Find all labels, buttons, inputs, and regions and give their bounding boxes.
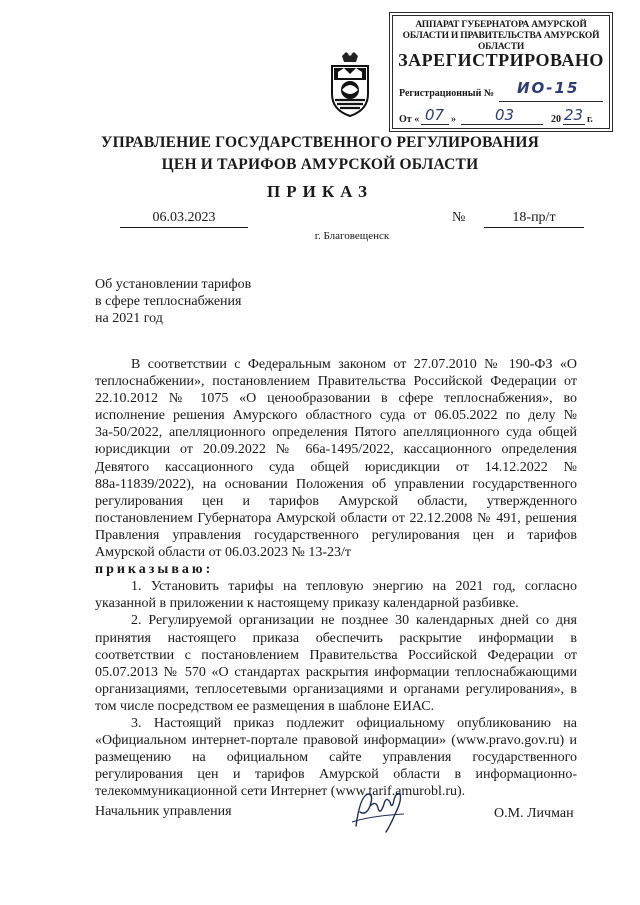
stamp-date-row [399, 108, 603, 126]
coat-of-arms-icon [328, 50, 372, 118]
city-label: г. Благовещенск [314, 230, 390, 242]
order-item-1: 1. Установить тарифы на тепловую энергию на 2021 год, согласно указанной в приложении к настоящему приказу календарной разбивке. [95, 579, 577, 612]
preamble-paragraph: В соответствии с Федеральным законом от 27.07.2010 № 190-ФЗ «О теплоснабжении», постановлением Правительства Российской Федерации от 22.10.2012 № 1075 «О ценообразовании в сфере теплоснабжения», во исполнение решения Амурского областного суда от 06.05.2022 по делу № 3а-50/2022, апелляционного определения Пятого апелляционного суда общей юрисдикции от 20.09.2022 № 66а-1495/2022, кассационного определения Девятого кассационного суда общей юрисдикции от 14.12.2022 № 88а-11839/2022), на основании Положения об управлении государственного регулирования цен и тарифов Амурской области, утвержденного постановлением Губернатора Амурской области от 22.12.2008 № 491, решения Правления управления государственного регулирования цен и тарифов Амурской области от 06.03.2023 № 13-23/т [95, 357, 577, 561]
document-date: 06.03.2023 [120, 210, 248, 228]
order-item-3: 3. Настоящий приказ подлежит официальному опубликованию на «Официальном интернет-портале правовой информации» (www.pravo.gov.ru) и размещению на официальном сайте управления государственного регулирования цен и тарифов Амурской области в информационно-телекоммуникационной сети Интернет (www.tarif.amurobl.ru). [95, 715, 577, 800]
subject-line-2: в сфере теплоснабжения [95, 294, 242, 309]
stamp-registration-row [399, 80, 603, 102]
number-sign: № [452, 210, 466, 225]
stamp-date-end: г. [587, 114, 593, 125]
stamp-day-underline [421, 124, 449, 125]
document-subject [95, 276, 251, 327]
organization-line-2: ЦЕН И ТАРИФОВ АМУРСКОЙ ОБЛАСТИ [161, 156, 479, 173]
stamp-reg-underline [499, 101, 603, 102]
stamp-date-prefix: От « [399, 114, 420, 125]
stamp-date-day: 07 [425, 106, 445, 124]
signatory-name: О.М. Личман [494, 806, 574, 821]
document-number: 18-пр/т [484, 210, 584, 228]
stamp-date-month: 03 [495, 106, 515, 124]
stamp-date-year-prefix: 20 [551, 114, 561, 125]
subject-line-3: на 2021 год [95, 311, 163, 326]
signatory-position: Начальник управления [95, 804, 232, 819]
stamp-month-underline [461, 124, 543, 125]
stamp-reg-number: ИО-15 [517, 79, 580, 97]
city [0, 230, 640, 242]
document-body [95, 356, 577, 800]
handwritten-signature [350, 786, 408, 834]
document-type: ПРИКАЗ [267, 182, 373, 201]
subject-line-1: Об установлении тарифов [95, 277, 252, 292]
stamp-year-underline [563, 124, 585, 125]
order-word: приказываю: [95, 562, 214, 578]
organization-name [0, 132, 640, 176]
stamp-date-year: 23 [564, 106, 584, 124]
registration-stamp [392, 15, 610, 129]
organization-line-1: УПРАВЛЕНИЕ ГОСУДАРСТВЕННОГО РЕГУЛИРОВАНИЯ [101, 134, 539, 151]
order-item-2: 2. Регулируемой организации не позднее 30 календарных дней со дня принятия настоящего приказа обеспечить раскрытие информации в соответствии с постановлением Правительства Российской Федерации от 05.07.2013 № 570 «О стандартах раскрытия информации теплоснабжающими организациями, теплосетевыми организациями и органами регулирования», в том числе посредством ее размещения в шаблоне ЕИАС. [95, 613, 577, 714]
stamp-title: ЗАРЕГИСТРИРОВАНО [398, 50, 604, 70]
stamp-reg-label: Регистрационный № [399, 88, 494, 99]
stamp-date-mid: » [451, 114, 456, 125]
stamp-organization: АППАРАТ ГУБЕРНАТОРА АМУРСКОЙ ОБЛАСТИ И ПРАВИТЕЛЬСТВА АМУРСКОЙ ОБЛАСТИ [402, 20, 600, 52]
